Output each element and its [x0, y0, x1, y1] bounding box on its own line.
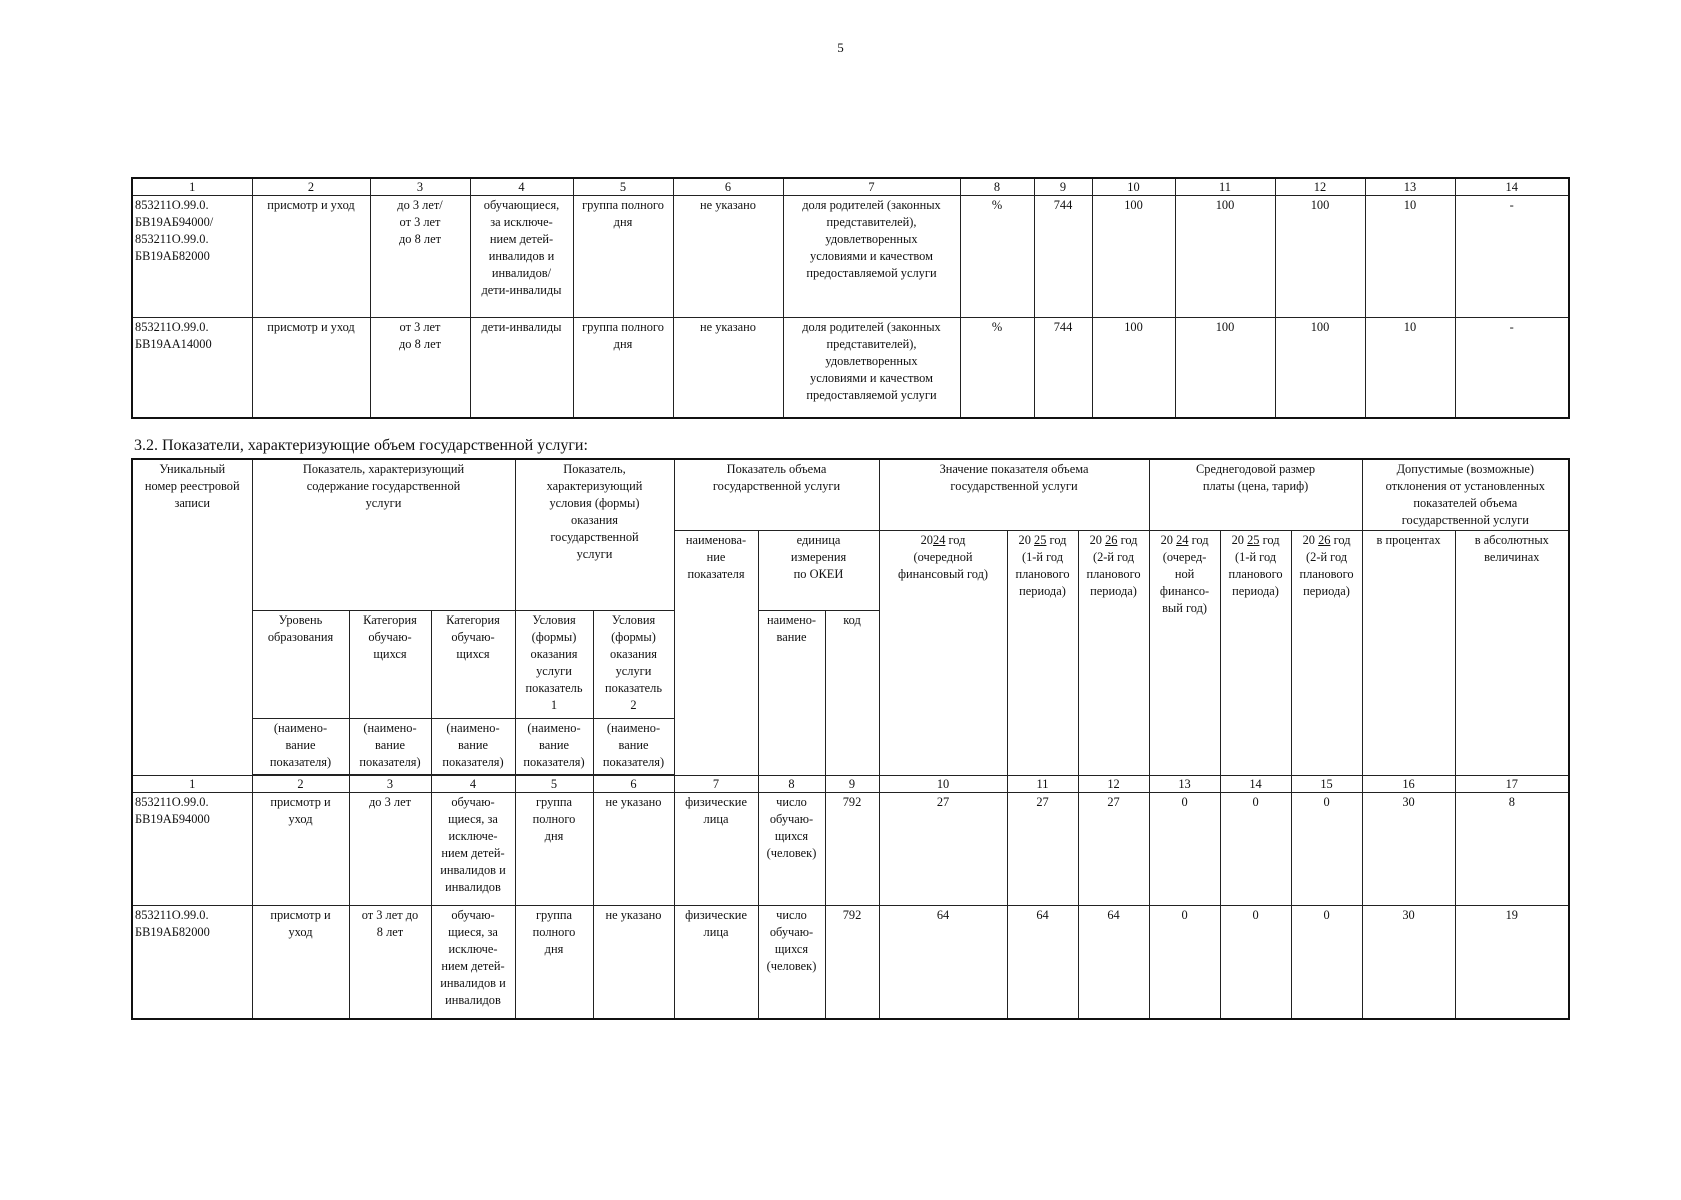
age-category: от 3 лет до 8 лет	[349, 906, 431, 1019]
year-1: 24	[1176, 533, 1189, 547]
education-level: присмотр и уход	[252, 793, 349, 906]
col-number: 15	[1291, 776, 1362, 793]
header-category-2: Категория обучаю- щихся	[431, 611, 515, 719]
header-conditions-indicator: Показатель, характеризующий условия (формы) оказания государственной услуги	[515, 459, 674, 611]
header-level: Уровень образования	[252, 611, 349, 719]
deviation-absolute: -	[1455, 196, 1569, 318]
header-condition-1: Условия (формы) оказания услуги показатель 1	[515, 611, 593, 719]
value-year-1: 100	[1092, 318, 1175, 418]
col-number: 2	[252, 776, 349, 793]
fee-year-1-desc: (очеред- ной финансо- вый год)	[1159, 550, 1210, 615]
header-name-indicator: (наимено- вание показателя)	[252, 719, 349, 775]
year-suffix: год	[948, 533, 966, 547]
condition-1: группа полного дня	[515, 793, 593, 906]
year-prefix: 20	[1231, 533, 1244, 547]
col-number: 5	[515, 776, 593, 793]
unit-name: число обучаю- щихся (человек)	[758, 906, 825, 1019]
registry-number: 853211О.99.0. БВ19АБ82000	[132, 906, 252, 1019]
col-number: 6	[673, 178, 783, 196]
year-suffix: год	[1120, 533, 1138, 547]
col-number: 14	[1455, 178, 1569, 196]
category-indicator: дети-инвалиды	[470, 318, 573, 418]
year-suffix: год	[1049, 533, 1067, 547]
year-2-desc: (1-й год планового периода)	[1015, 550, 1070, 598]
header-category-1: Категория обучаю- щихся	[349, 611, 431, 719]
col-number: 1	[132, 776, 252, 793]
col-number: 4	[470, 178, 573, 196]
header-content-indicator: Показатель, характеризующий содержание государственной услуги	[252, 459, 515, 611]
unit: %	[960, 318, 1034, 418]
form-indicator: группа полного дня	[573, 196, 673, 318]
year-prefix: 20	[1160, 533, 1173, 547]
column-numbers-row	[132, 178, 1569, 196]
unit: %	[960, 196, 1034, 318]
header-year-1	[879, 531, 1007, 776]
year-suffix: год	[1191, 533, 1209, 547]
fee-year-3-desc: (2-й год планового периода)	[1299, 550, 1354, 598]
col-number: 8	[758, 776, 825, 793]
header-fee: Среднегодовой размер платы (цена, тариф)	[1149, 459, 1362, 531]
header-name-indicator: (наимено- вание показателя)	[515, 719, 593, 775]
condition-2: не указано	[593, 793, 674, 906]
content-indicator: присмотр и уход	[252, 196, 370, 318]
col-number: 2	[252, 178, 370, 196]
header-fee-year-1	[1149, 531, 1220, 776]
fee-year-1: 0	[1149, 793, 1220, 906]
unit-code: 744	[1034, 196, 1092, 318]
header-fee-year-2	[1220, 531, 1291, 776]
condition-1: группа полного дня	[515, 906, 593, 1019]
unit-code: 744	[1034, 318, 1092, 418]
value-year-1: 64	[879, 906, 1007, 1019]
condition-2: не указано	[593, 906, 674, 1019]
col-number: 12	[1078, 776, 1149, 793]
header-unit-name: наимено- вание	[758, 611, 825, 776]
registry-number: 853211О.99.0. БВ19АА14000	[132, 318, 252, 418]
deviation-percent: 30	[1362, 793, 1455, 906]
value-year-3: 100	[1275, 196, 1365, 318]
value-year-2: 27	[1007, 793, 1078, 906]
year-suffix: год	[1262, 533, 1280, 547]
deviation-absolute: 19	[1455, 906, 1569, 1019]
table-row	[132, 318, 1569, 418]
registry-number: 853211О.99.0. БВ19АБ94000	[132, 793, 252, 906]
col-number: 7	[783, 178, 960, 196]
col-number: 1	[132, 178, 252, 196]
unit-name: число обучаю- щихся (человек)	[758, 793, 825, 906]
col-number: 3	[370, 178, 470, 196]
deviation-percent: 10	[1365, 196, 1455, 318]
col-number: 6	[593, 776, 674, 793]
header-volume-indicator: Показатель объема государственной услуги	[674, 459, 879, 531]
col-number: 3	[349, 776, 431, 793]
col-number: 7	[674, 776, 758, 793]
deviation-percent: 30	[1362, 906, 1455, 1019]
age-indicator: от 3 лет до 8 лет	[370, 318, 470, 418]
year-1-desc: (очередной финансовый год)	[897, 550, 989, 581]
header-name-indicator: (наимено- вание показателя)	[593, 719, 674, 775]
fee-year-3: 0	[1291, 793, 1362, 906]
page-number: 5	[837, 40, 844, 55]
fee-year-1: 0	[1149, 906, 1220, 1019]
fee-year-3: 0	[1291, 906, 1362, 1019]
col-number: 8	[960, 178, 1034, 196]
col-number: 14	[1220, 776, 1291, 793]
header-volume-value: Значение показателя объема государственной услуги	[879, 459, 1149, 531]
header-deviation-percent: в процентах	[1362, 531, 1455, 776]
value-year-2: 64	[1007, 906, 1078, 1019]
year-prefix: 20	[920, 533, 933, 547]
year-prefix: 20	[1089, 533, 1102, 547]
fee-year-2: 0	[1220, 906, 1291, 1019]
header-unit-okei: единица измерения по ОКЕИ	[758, 531, 879, 611]
header-condition-2: Условия (формы) оказания услуги показатель 2	[593, 611, 674, 719]
student-category: обучаю- щиеся, за исключе- нием детей- инвалидов и инвалидов	[431, 906, 515, 1019]
fee-year-2: 0	[1220, 793, 1291, 906]
quality-indicator-name: доля родителей (законных представителей), удовлетворенных условиями и качеством предоставляемой услуги	[783, 318, 960, 418]
col-number: 11	[1175, 178, 1275, 196]
col-number: 13	[1149, 776, 1220, 793]
col-number: 12	[1275, 178, 1365, 196]
indicator-name: физические лица	[674, 793, 758, 906]
indicator-name: физические лица	[674, 906, 758, 1019]
table-row	[132, 906, 1569, 1019]
content-indicator: присмотр и уход	[252, 318, 370, 418]
year-prefix: 20	[1018, 533, 1031, 547]
header-name-indicator: (наимено- вание показателя)	[349, 719, 431, 775]
deviation-percent: 10	[1365, 318, 1455, 418]
col-number: 5	[573, 178, 673, 196]
education-level: присмотр и уход	[252, 906, 349, 1019]
deviation-absolute: -	[1455, 318, 1569, 418]
quality-indicators-table	[131, 177, 1570, 419]
col-number: 11	[1007, 776, 1078, 793]
value-year-2: 100	[1175, 196, 1275, 318]
col-number: 13	[1365, 178, 1455, 196]
year-3: 26	[1318, 533, 1331, 547]
year-2: 25	[1034, 533, 1047, 547]
col-number: 10	[1092, 178, 1175, 196]
year-3: 26	[1105, 533, 1118, 547]
header-unit-code: код	[825, 611, 879, 776]
registry-number: 853211О.99.0. БВ19АБ94000/ 853211О.99.0. БВ19АБ82000	[132, 196, 252, 318]
table-row	[132, 196, 1569, 318]
header-indicator-name: наименова- ние показателя	[674, 531, 758, 776]
value-year-1: 100	[1092, 196, 1175, 318]
fee-year-2-desc: (1-й год планового периода)	[1228, 550, 1283, 598]
value-year-3: 64	[1078, 906, 1149, 1019]
form-indicator-2: не указано	[673, 196, 783, 318]
year-3-desc: (2-й год планового периода)	[1086, 550, 1141, 598]
value-year-3: 27	[1078, 793, 1149, 906]
value-year-1: 27	[879, 793, 1007, 906]
header-name-indicator: (наимено- вание показателя)	[431, 719, 515, 775]
section-title: 3.2. Показатели, характеризующие объем государственной услуги:	[134, 437, 588, 454]
volume-indicators-table	[131, 458, 1570, 1020]
col-number: 16	[1362, 776, 1455, 793]
header-year-2	[1007, 531, 1078, 776]
year-1: 24	[933, 533, 946, 547]
table-row	[132, 793, 1569, 906]
header-year-3	[1078, 531, 1149, 776]
category-indicator: обучающиеся, за исключе- нием детей- инвалидов и инвалидов/ дети-инвалиды	[470, 196, 573, 318]
deviation-absolute: 8	[1455, 793, 1569, 906]
header-deviation-absolute: в абсолютных величинах	[1455, 531, 1569, 776]
year-prefix: 20	[1302, 533, 1315, 547]
age-category: до 3 лет	[349, 793, 431, 906]
age-indicator: до 3 лет/ от 3 лет до 8 лет	[370, 196, 470, 318]
col-number: 4	[431, 776, 515, 793]
form-indicator-2: не указано	[673, 318, 783, 418]
unit-code: 792	[825, 793, 879, 906]
header-fee-year-3	[1291, 531, 1362, 776]
header-registry-number: Уникальный номер реестровой записи	[132, 459, 252, 776]
year-2: 25	[1247, 533, 1260, 547]
header-deviation: Допустимые (возможные) отклонения от установленных показателей объема государственной услуги	[1362, 459, 1569, 531]
student-category: обучаю- щиеся, за исключе- нием детей- инвалидов и инвалидов	[431, 793, 515, 906]
form-indicator: группа полного дня	[573, 318, 673, 418]
value-year-3: 100	[1275, 318, 1365, 418]
year-suffix: год	[1333, 533, 1351, 547]
value-year-2: 100	[1175, 318, 1275, 418]
col-number: 9	[1034, 178, 1092, 196]
col-number: 10	[879, 776, 1007, 793]
quality-indicator-name: доля родителей (законных представителей), удовлетворенных условиями и качеством предоставляемой услуги	[783, 196, 960, 318]
column-numbers-row	[132, 776, 1569, 793]
col-number: 17	[1455, 776, 1569, 793]
col-number: 9	[825, 776, 879, 793]
unit-code: 792	[825, 906, 879, 1019]
